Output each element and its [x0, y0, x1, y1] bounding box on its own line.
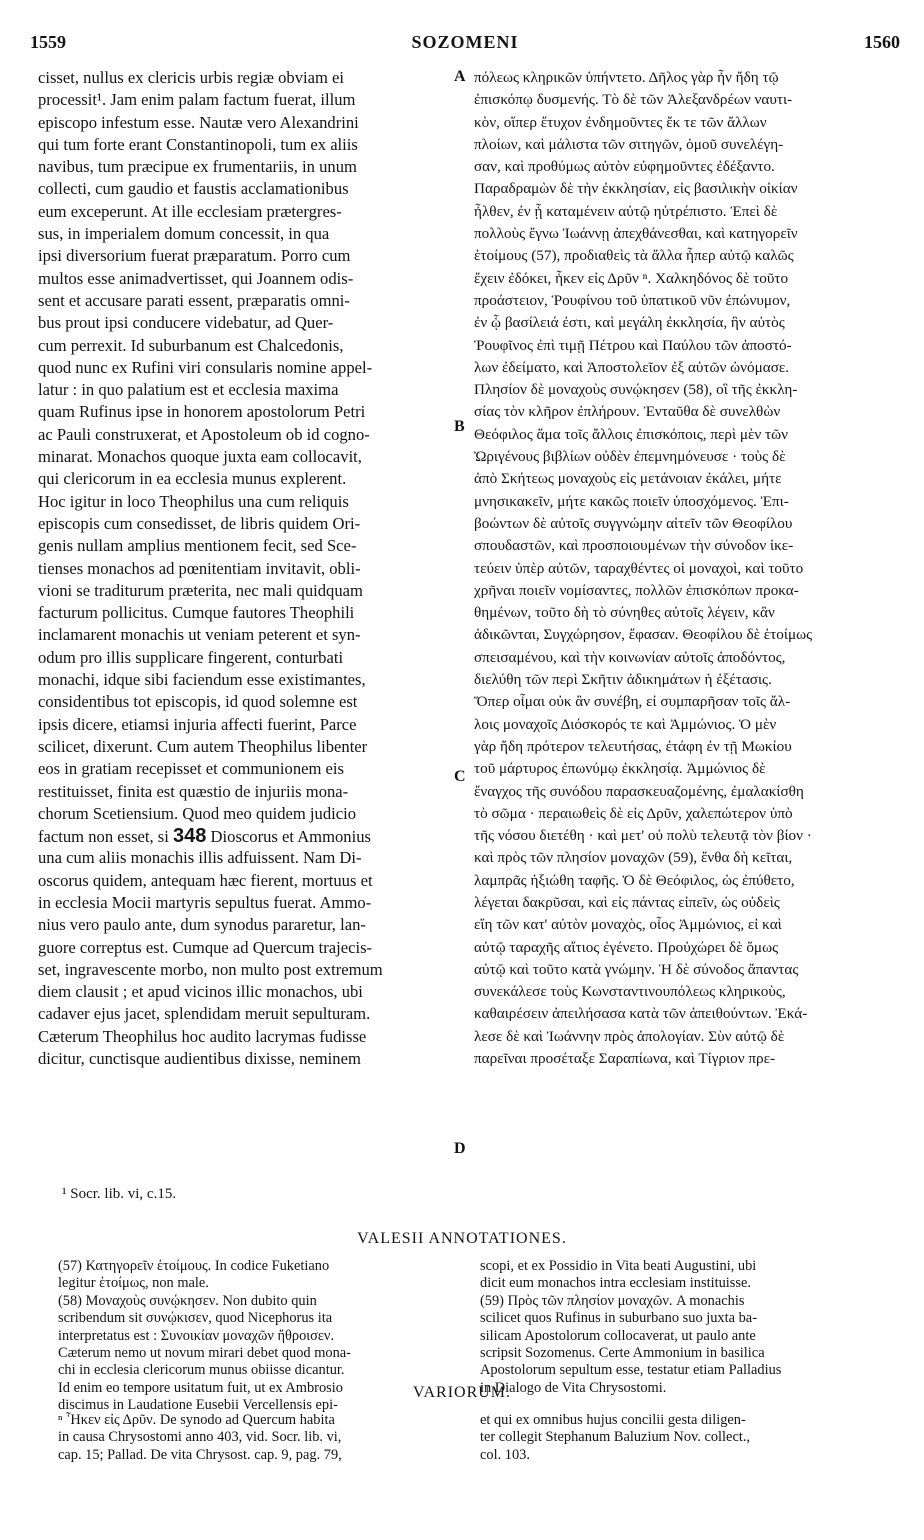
latin-line: considentibus tot episcopis, id quod solemne est — [38, 692, 358, 712]
latin-line: in ecclesia Mocii martyris sepultus fuerat. Ammo- — [38, 892, 372, 912]
latin-line: cadaver ejus jacet, splendidam meruit sepulturam. — [38, 1004, 371, 1024]
greek-line: τοῦ μάρτυρος ἐπωνύμῳ ἐκκλησίᾳ. Ἀμμώνιος δὲ — [474, 760, 766, 778]
annotation-line: Id enim eo tempore usitatum fuit, ut ex Ambrosio — [58, 1379, 343, 1396]
latin-line: dicitur, cunctisque audientibus dixisse, neminem — [38, 1049, 361, 1069]
variorum-line: col. 103. — [480, 1446, 530, 1463]
margin-marker-d: D — [454, 1140, 466, 1157]
latin-line: scilicet, dixerunt. Cum autem Theophilus libenter — [38, 736, 368, 756]
greek-line: ἐπισκόπῳ δυσμενής. Τὸ δὲ τῶν Ἀλεξανδρέων ναυτι- — [474, 91, 793, 109]
greek-line: λεσε δὲ καὶ Ἰωάννην πρὸς ἀπολογίαν. Σὺν αὐτῷ δὲ — [474, 1027, 785, 1045]
variorum-notes-right — [480, 1412, 894, 1464]
greek-line: αὐτῷ καὶ τοῦτο κατὰ γνώμην. Ἡ δὲ σύνοδος ἅπαντας — [474, 960, 799, 978]
variorum-line: ⁿ Ἧκεν εἰς Δρῦν. De synodo ad Quercum habita — [58, 1412, 335, 1428]
latin-line: collecti, cum gaudio et faustis acclamationibus — [38, 179, 349, 199]
greek-line: λων ἐδείματο, καὶ Ἀποστολεῖον ἐξ αὐτῶν ὠνόμασε. — [474, 358, 790, 376]
latin-line: qui clericorum in ea ecclesia munus explerent. — [38, 469, 347, 489]
annotation-line: legitur ἑτοίμως, non male. — [58, 1275, 209, 1292]
greek-line: χρῆναι ποιεῖν νομίσαντες, πολλῶν ἐπισκόπων προκα- — [474, 581, 799, 599]
latin-line: qui tum forte erant Constantinopoli, tum ex aliis — [38, 134, 358, 154]
greek-line: τῆς νόσου διετέθη · καὶ μετ' οὐ πολὺ τελευτᾷ τὸν βίον · — [474, 827, 812, 845]
latin-line: una cum aliis monachis illis adfuissent. Nam Di- — [38, 848, 362, 868]
text-fragment: factum non esset, si — [38, 827, 174, 847]
annotation-line: (57) Κατηγορεῖν ἑτοίμους. In codice Fuketiano — [58, 1258, 330, 1274]
greek-line: σπουδαστῶν, καὶ προσποιουμένων τὴν σύνοδον ἱκε- — [474, 537, 794, 555]
latin-line: episcopo infestum esse. Nautæ vero Alexandrini — [38, 112, 359, 132]
margin-marker-a: A — [454, 68, 466, 85]
greek-line: ἐν ᾧ βασίλειά ἐστι, καὶ μεγάλη ἐκκλησία, ἣν αὐτὸς — [474, 314, 785, 332]
text-fragment: Dioscorus et Ammonius — [206, 827, 371, 847]
footnote: ¹ Socr. lib. vi, c.15. — [62, 1186, 177, 1202]
variorum-line: ter collegit Stephanum Baluzium Nov. collect., — [480, 1429, 751, 1446]
latin-line — [38, 825, 452, 847]
greek-line: τεύειν ὑπὲρ αὐτῶν, ταραχθέντες οἱ μοναχοὶ, καὶ τοῦτο — [474, 559, 804, 577]
greek-line: ἔχειν ἐδόκει, ἧκεν εἰς Δρῦν ⁿ. Χαλκηδόνος δὲ τοῦτο — [474, 269, 789, 287]
greek-line: διελύθη τῶν περὶ Σκῆτιν ἀδικημάτων ἡ ἐξέτασις. — [474, 671, 772, 689]
latin-line: eum exceperunt. At ille ecclesiam prætergres- — [38, 201, 342, 221]
greek-line: εἴη τῶν κατ' αὐτὸν μοναχὸς, οἷος Ἀμμώνιος, εἰ καὶ — [474, 916, 782, 934]
annotation-line: Apostolorum sepultum esse, testatur etiam Palladius — [480, 1362, 782, 1379]
latin-line: Cæterum Theophilus hoc audito lacrymas fudisse — [38, 1026, 367, 1046]
greek-line: κὸν, οἵπερ ἔτυχον ἐνδημοῦντες ἔκ τε τῶν ἄλλων — [474, 113, 767, 131]
latin-line: latur : in quo palatium est et ecclesia maxima — [38, 380, 339, 400]
latin-line: tienses monachos ad pœnitentiam invitavit, obli- — [38, 558, 361, 578]
greek-line: σπεισαμένου, καὶ τὴν κοινωνίαν αὐτοῖς ἀποδόντος, — [474, 648, 786, 666]
latin-line: minarat. Monachos quoque juxta eam collocavit, — [38, 447, 362, 467]
greek-line: Θεόφιλος ἅμα τοῖς ἄλλοις ἐπισκόποις, περὶ μὲν τῶν — [474, 425, 789, 443]
greek-line: βοώντων δὲ αὐτοῖς συγγνώμην αἰτεῖν τῶν Θεοφίλου — [474, 514, 793, 532]
latin-line: guore correptus est. Cumque ad Quercum trajecis- — [38, 937, 373, 957]
latin-line: inclamarent monachis ut veniam peterent et syn- — [38, 625, 361, 645]
latin-line: ac Pauli construxerat, et Apostoleum ob id cogno- — [38, 424, 370, 444]
latin-line: monachi, idque sibi faciendum esse existimantes, — [38, 670, 366, 690]
greek-line: λαμπρᾶς ἠξιώθη ταφῆς. Ὁ δὲ Θεόφιλος, ὡς ἐπύθετο, — [474, 871, 795, 889]
column-number: 348 — [173, 825, 207, 848]
greek-line: τὸ σῶμα · περαιωθεὶς δὲ εἰς Δρῦν, χαλεπώτερον ὑπὸ — [474, 804, 793, 822]
latin-line: nius vero paulo ante, dum synodus pararetur, lan- — [38, 915, 366, 935]
page-header — [30, 32, 900, 58]
greek-line: λοις μοναχοῖς Διόσκορός τε καὶ Ἀμμώνιος. Ὁ μὲν — [474, 715, 777, 733]
latin-line: set, ingravescente morbo, non multo post extremum — [38, 959, 383, 979]
variorum-line: cap. 15; Pallad. De vita Chrysost. cap. 9, pag. 79, — [58, 1446, 342, 1463]
latin-line: ipsi diversorium fuerat præparatum. Porro cum — [38, 246, 351, 266]
latin-line: sus, in imperialem domum concessit, in qua — [38, 224, 330, 244]
latin-line: processit¹. Jam enim palam factum fuerat, illum — [38, 90, 356, 110]
variorum-notes-left — [58, 1412, 458, 1464]
greek-line: καθαιρέσειν ἀπειλήσασα κατὰ τῶν ἀπειθούντων. Ἐκά- — [474, 1005, 808, 1023]
greek-column — [474, 67, 894, 1070]
margin-marker-b: B — [454, 418, 465, 435]
greek-line: Ῥουφῖνος ἐπὶ τιμῇ Πέτρου καὶ Παύλου τῶν ἀποστό- — [474, 336, 792, 354]
variorum-line: in causa Chrysostomi anno 403, vid. Socr. lib. vi, — [58, 1429, 342, 1446]
latin-line: multos esse animadvertisset, qui Joannem odis- — [38, 268, 354, 288]
latin-line: Hoc igitur in loco Theophilus una cum reliquis — [38, 491, 349, 511]
latin-line: restituisset, finita est quæstio de injuriis mona- — [38, 781, 349, 801]
latin-line: navibus, tum præcipue ex frumentariis, in unum — [38, 157, 357, 177]
annotation-line: silicam Apostolorum collocaverat, ut paulo ante — [480, 1327, 756, 1344]
annotation-line: (58) Μοναχοὺς συνῴκησεν. Non dubito quin — [58, 1292, 317, 1309]
page-number-left: 1559 — [30, 32, 66, 52]
margin-marker-c: C — [454, 768, 466, 785]
greek-line: συνεκάλεσε τοὺς Κωνσταντινουπόλεως κληρικοὺς, — [474, 983, 786, 1001]
greek-line: θημένων, τοῦτο δὴ τὸ σύνηθες αὐτοῖς λέγειν, κἂν — [474, 604, 775, 622]
greek-line: καὶ πρὸς τῶν πλησίον μοναχῶν (59), ἔνθα δὴ κεῖται, — [474, 849, 793, 867]
annotation-line: (59) Πρὸς τῶν πλησίον μοναχῶν. A monachis — [480, 1292, 745, 1309]
latin-line: oscorus quidem, antequam hæc fierent, mortuus et — [38, 870, 373, 890]
greek-line: αὐτῷ ταραχῆς αἴτιος ἐγένετο. Προὐχώρει δὲ ὅμως — [474, 938, 779, 956]
latin-line: vioni se traditurum præterita, nec mali quidquam — [38, 580, 363, 600]
latin-line: quam Rufinus ipse in honorem apostolorum Petri — [38, 402, 366, 422]
greek-line: ἔναγχος τῆς συνόδου παρασκευαζομένης, ἐμαλακίσθη — [474, 782, 804, 800]
greek-line: Πλησίον δὲ μοναχοὺς συνῴκησεν (58), οἳ τῆς ἐκκλη- — [474, 381, 798, 399]
variorum-line: et qui ex omnibus hujus concilii gesta diligen- — [480, 1412, 746, 1428]
annotation-line: scopi, et ex Possidio in Vita beati Augustini, ubi — [480, 1258, 757, 1274]
latin-line: genis nullam amplius mentionem fecit, sed Sce- — [38, 536, 357, 556]
latin-line: cisset, nullus ex clericis urbis regiæ obviam ei — [38, 68, 344, 87]
greek-line: λέγεται δακρῦσαι, καὶ εἰς πάντας εἰπεῖν, ὡς οὐδεὶς — [474, 893, 780, 911]
annotation-line: interpretatus est : Συνοικίαν μοναχῶν ἤθροισεν. — [58, 1327, 335, 1344]
greek-line: Ὅπερ οἶμαι οὐκ ἂν συνέβη, εἰ συμπαρῆσαν τοῖς ἄλ- — [474, 693, 791, 711]
latin-line: diem clausit ; et apud vicinos illic monachos, ubi — [38, 982, 363, 1002]
latin-line: eos in gratiam recepisset et communionem eis — [38, 759, 344, 779]
annotation-line: scilicet quos Rufinus in suburbano suo juxta ba- — [480, 1310, 757, 1327]
annotation-line: scribendum sit συνῴκισεν, quod Nicephorus ita — [58, 1310, 333, 1327]
latin-line: quod nunc ex Rufini viri consularis nomine appel- — [38, 357, 373, 377]
greek-line: ἑτοίμους (57), προδιαθεὶς τὰ ἄλλα ἧπερ αὐτῷ καλῶς — [474, 247, 794, 265]
greek-line: ἀδικῶνται, Συγχώρησον, ἔφασαν. Θεοφίλου δὲ ἑτοίμως — [474, 626, 813, 644]
variorum-title: VARIORUM. — [412, 1384, 512, 1401]
latin-line: facturum pollicitus. Cumque fautores Theophili — [38, 603, 355, 623]
greek-line: μνησικακεῖν, μήτε κακῶς ποιεῖν ὑποσχόμενος. Ἐπι- — [474, 492, 789, 510]
latin-line: sent et accusare parati essent, præparatis omni- — [38, 290, 350, 310]
greek-line: ἦλθεν, ἐν ᾗ καταμένειν αὐτῷ ηὐτρέπιστο. Ἐπεὶ δὲ — [474, 202, 778, 220]
latin-column — [38, 67, 452, 1070]
latin-line: chorum Scetiensium. Quod meo quidem judicio — [38, 803, 356, 823]
valesii-annotations-right — [480, 1258, 894, 1397]
greek-line: Παραδραμὼν δὲ τὴν ἐκκλησίαν, εἰς βασιλικὴν οἰκίαν — [474, 180, 798, 198]
greek-line: σαν, καὶ προθύμως αὐτὸν εὐφημοῦντες ἐδέξαντο. — [474, 158, 775, 176]
greek-line: Ὠριγένους βιβλίων οὐδὲν ἐπεμνημόνευσε · τοὺς δὲ — [474, 448, 786, 466]
running-title: SOZOMENI — [411, 32, 519, 52]
latin-line: odum pro illis supplicare fingerent, conturbati — [38, 647, 344, 667]
greek-line: παρεῖναι προσέταξε Σαραπίωνα, καὶ Τίγριον πρε- — [474, 1050, 776, 1068]
annotation-line: discimus in Laudatione Eusebii Vercellensis epi- — [58, 1397, 338, 1414]
page-number-right: 1560 — [864, 32, 900, 52]
valesii-annotations-title: VALESII ANNOTATIONES. — [357, 1230, 567, 1247]
latin-line: bus prout ipsi conducere videbatur, ad Quer- — [38, 313, 334, 333]
greek-line: γὰρ ἤδη πρότερον τελευτήσας, ἐτάφη ἐν τῇ Μωκίου — [474, 737, 792, 755]
latin-line: episcopis cum consedisset, de libris quidem Ori- — [38, 513, 361, 533]
latin-line: cum perrexit. Id suburbanum est Chalcedonis, — [38, 335, 344, 355]
greek-line: προάστειον, Ῥουφίνου τοῦ ὑπατικοῦ νῦν ἐπώνυμον, — [474, 291, 791, 309]
annotation-line: chi in ecclesia clericorum munus obiisse dicantur. — [58, 1362, 345, 1379]
greek-line: πολλοὺς ἔγνω Ἰωάννῃ ἀπεχθάνεσθαι, καὶ κατηγορεῖν — [474, 225, 798, 243]
greek-line: πλοίων, καὶ μάλιστα τῶν σιτηγῶν, ὁμοῦ συνελέγη- — [474, 135, 784, 153]
greek-line: ἀπὸ Σκήτεως μοναχοὺς εἰς μετάνοιαν ἐκάλει, μήτε — [474, 470, 782, 488]
annotation-line: scripsit Sozomenus. Certe Ammonium in basilica — [480, 1344, 765, 1361]
annotation-line: Cæterum nemo ut novum mirari debet quod mona- — [58, 1344, 351, 1361]
greek-line: πόλεως κληρικῶν ὑπήντετο. Δῆλος γὰρ ἦν ἤδη τῷ — [474, 69, 779, 86]
greek-line: σίας τὸν κλῆρον ἐπλήρουν. Ἐνταῦθα δὲ συνελθὼν — [474, 403, 781, 421]
annotation-line: in Dialogo de Vita Chrysostomi. — [480, 1379, 667, 1396]
latin-line: ipsis dicere, etiamsi injuria affecti fuerint, Parce — [38, 714, 357, 734]
annotation-line: dicit eum monachos intra ecclesiam instituisse. — [480, 1275, 751, 1292]
